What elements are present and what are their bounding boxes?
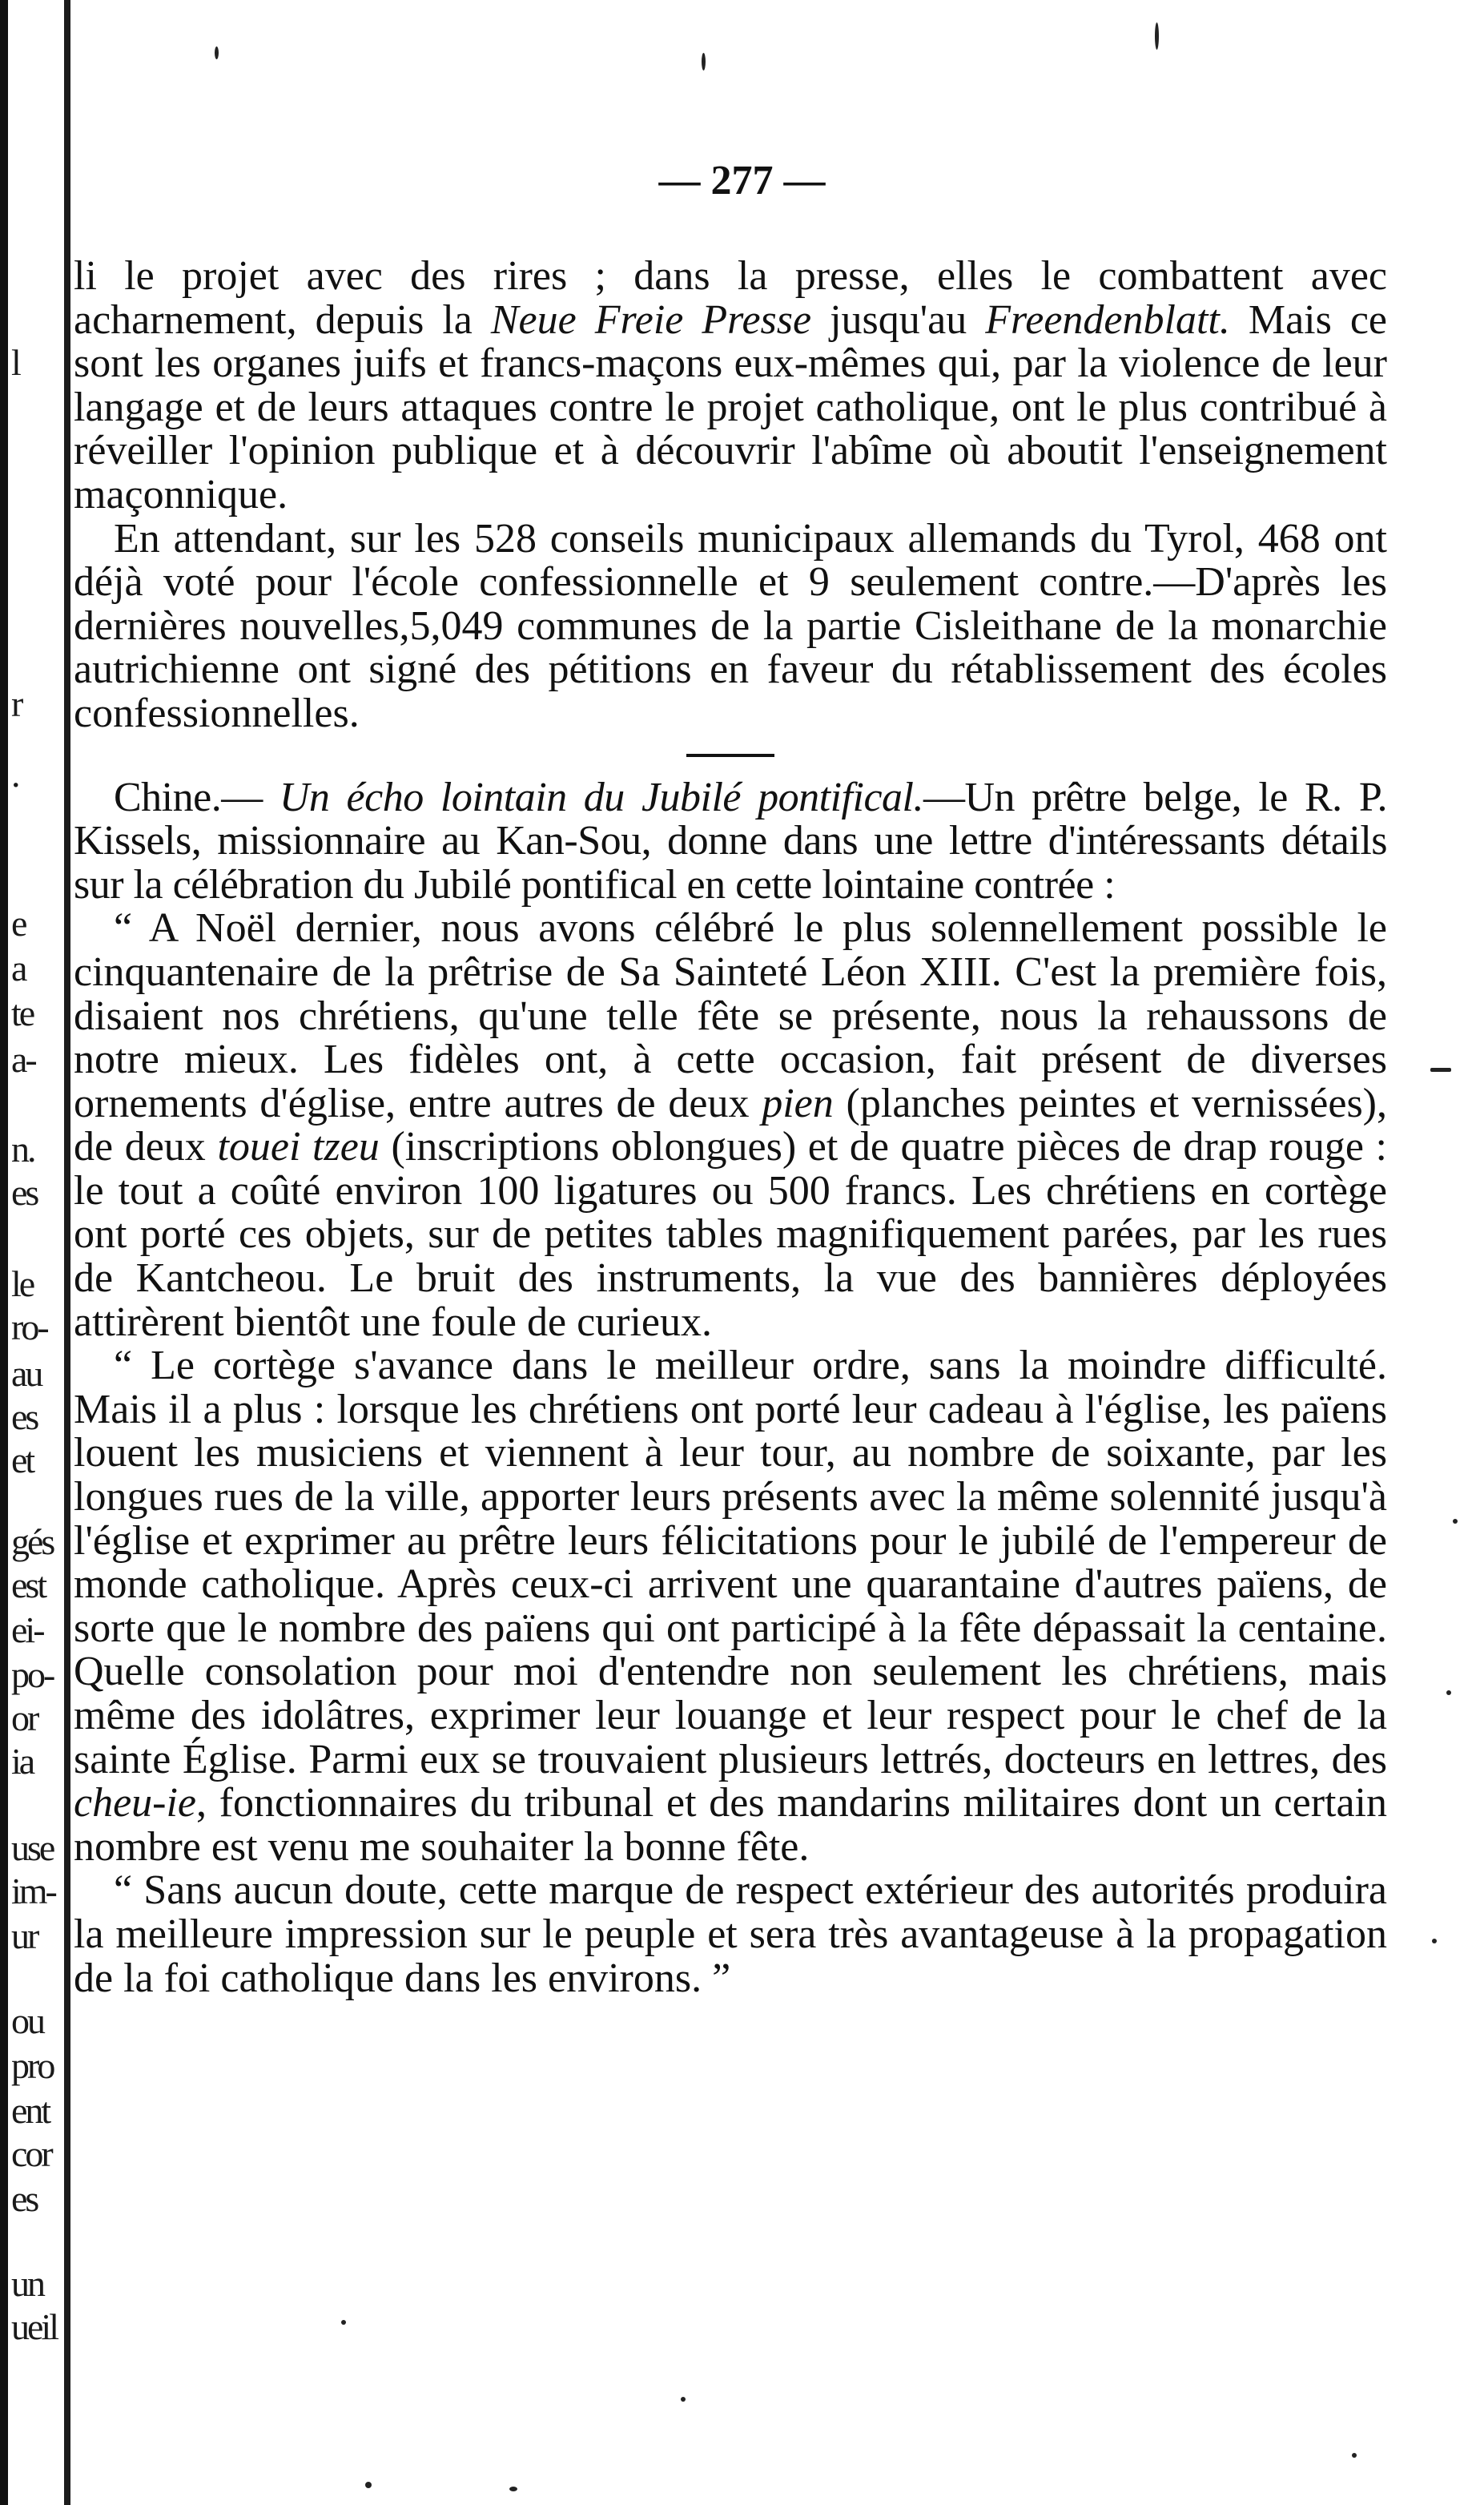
scan-speck (1446, 1690, 1451, 1695)
paragraph-procession (74, 1344, 1387, 1869)
facing-page-edge (8, 0, 70, 2505)
facing-page-fragment: et (11, 1440, 34, 1480)
italic-text-run: Neue Freie Presse (490, 296, 812, 343)
facing-page-fragment: e (11, 903, 26, 944)
text-run: “ A Noël dernier, nous avons célébré le plus solennellement possible le cinquantenaire de la prêtrise de Sa Sainteté Léon XIII. C'est la première fois, disaient nos chrétiens, qu'une telle fête se présente, nous la rehaussons de notre mieux. Les fidèles ont, à cette occasion, fait présent de diverses ornements d'église, entre autres de deux (74, 905, 1387, 1126)
article-text (74, 255, 1387, 2000)
scan-speck (1453, 1519, 1458, 1524)
scan-speck (1430, 1068, 1451, 1072)
facing-page-fragment: im- (11, 1871, 55, 1911)
scan-speck (509, 2487, 517, 2491)
paragraph-school-debate (74, 255, 1387, 518)
facing-page-fragment: a (11, 948, 26, 989)
text-run: “ Sans aucun doute, cette marque de respect extérieur des autorités produira la meilleure impression sur le peuple et sera très avantageuse à la propagation de la foi catholique dans les environs. ” (74, 1867, 1387, 2001)
facing-page-fragment: a- (11, 1039, 35, 1080)
page-binding (0, 0, 8, 2505)
scan-speck (1155, 22, 1159, 50)
text-run: jusqu'au (811, 296, 986, 343)
facing-page-fragment: ueil (11, 2306, 57, 2347)
facing-page-fragment: use (11, 1827, 54, 1868)
facing-page-fragment: po- (11, 1654, 54, 1695)
text-run: Mais ce sont les organes juifs et francs-maçons eux-mêmes qui, par la violence de leur langage et de leurs attaques contre le projet catholique, ont le plus contribué à réveiller l'opinion publique et à découvrir l'abîme où aboutit l'enseignement maçonnique. (74, 296, 1387, 518)
paragraph-china-heading (74, 776, 1387, 908)
italic-text-run: pien (762, 1080, 834, 1126)
facing-page-fragment: ent (11, 2090, 50, 2131)
italic-text-run: Freendenblatt. (985, 296, 1230, 343)
facing-page-fragment: . (11, 754, 18, 795)
text-run: (planches peintes et vernissées), de deux (74, 1080, 1387, 1170)
italic-text-run: touei tzeu (217, 1124, 380, 1170)
scan-speck (681, 2397, 686, 2402)
text-run: En attendant, sur les 528 conseils municipaux allemands du Tyrol, 468 ont déjà voté pour l'école confessionnelle et 9 seulement contre.—D'après les dernières nouvelles,5,049 communes de la partie Cisleithane de la monarchie autrichienne ont signé des pétitions en faveur du rétablissement des écoles confessionnelles. (74, 515, 1387, 736)
facing-page-fragment: ur (11, 1915, 38, 1956)
facing-page-fragment: ou (11, 2000, 43, 2041)
facing-page-fragment: es (11, 1172, 38, 1213)
paragraph-christmas-celebration (74, 907, 1387, 1344)
text-run: “ Le cortège s'avance dans le meilleur ordre, sans la moindre difficulté. Mais il a plus : lorsque les chrétiens ont porté leur cadeau à l'église, les païens louent les musiciens et viennent à leur tour, au nombre de soixante, par les longues rues de la ville, apporter leurs présents avec la même solennité jusqu'à l'église et exprimer au prêtre leurs félicitations pour le jubilé de l'empereur de monde catholique. Après ceux-ci arrivent une quarantaine d'autres païens, de sorte que le nombre des païens qui ont participé à la fête dépassait la centaine. Quelle consolation pour moi d'entendre non seulement les chrétiens, mais même des idolâtres, exprimer leur louange et leur respect pour le chef de la sainte Église. Parmi eux se trouvaient plusieurs lettrés, docteurs en lettres, des (74, 1343, 1387, 1782)
scan-speck (702, 53, 706, 70)
facing-page-fragment: ia (11, 1741, 34, 1782)
scan-speck (1352, 2453, 1357, 2458)
paragraph-conclusion (74, 1869, 1387, 2000)
scan-speck (1432, 1939, 1437, 1943)
facing-page-fragment: es (11, 1396, 38, 1437)
facing-page-fragment: ei- (11, 1609, 43, 1650)
facing-page-fragment: cor (11, 2133, 51, 2174)
scan-speck (215, 46, 219, 59)
facing-page-fragment: n. (11, 1129, 34, 1170)
facing-page-fragment: le (11, 1263, 34, 1304)
facing-page-fragment: pro (11, 2045, 54, 2086)
text-run: —Un prêtre belge, le R. P. Kissels, missionnaire au Kan-Sou, donne dans une lettre d'intéressants détails sur la célébration du Jubilé pontifical en cette lointaine contrée : (74, 774, 1387, 908)
facing-page-fragment: r (11, 683, 22, 724)
section-divider (686, 754, 774, 757)
facing-page-gutter (64, 0, 70, 2505)
facing-page-fragment: un (11, 2263, 43, 2304)
facing-page-fragment: te (11, 993, 34, 1033)
facing-page-fragment: es (11, 2178, 38, 2219)
paragraph-tyrol-votes (74, 515, 1387, 736)
facing-page-fragment: est (11, 1565, 46, 1605)
facing-page-fragment: au (11, 1353, 42, 1394)
italic-text-run: Un écho lointain du Jubilé pontifical. (279, 774, 923, 820)
text-run: (inscriptions oblongues) et de quatre pièces de drap rouge : le tout a coûté environ 100 ligatures ou 500 francs. Les chrétiens en cortège ont porté ces objets, sur de petites tables magnifiquement parées, par les rues de Kantcheou. Le bruit des instruments, la vue des bannières déployées attirèrent bientôt une foule de curieux. (74, 1124, 1387, 1345)
facing-page-fragment: or (11, 1698, 38, 1738)
facing-page-fragment: ro- (11, 1307, 47, 1347)
scan-speck (365, 2482, 372, 2488)
facing-page-fragment: gés (11, 1521, 54, 1562)
page-number: — 277 — (658, 158, 826, 203)
text-run: li le projet avec des rires ; dans la presse, elles le combattent avec acharnement, depuis la (74, 253, 1387, 343)
text-run: Chine.— (114, 774, 280, 820)
facing-page-fragment: l (11, 342, 19, 383)
text-run: , fonctionnaires du tribunal et des mandarins militaires dont un certain nombre est venu me souhaiter la bonne fête. (74, 1780, 1387, 1870)
italic-text-run: cheu-ie (74, 1780, 197, 1826)
scan-speck (341, 2320, 346, 2325)
